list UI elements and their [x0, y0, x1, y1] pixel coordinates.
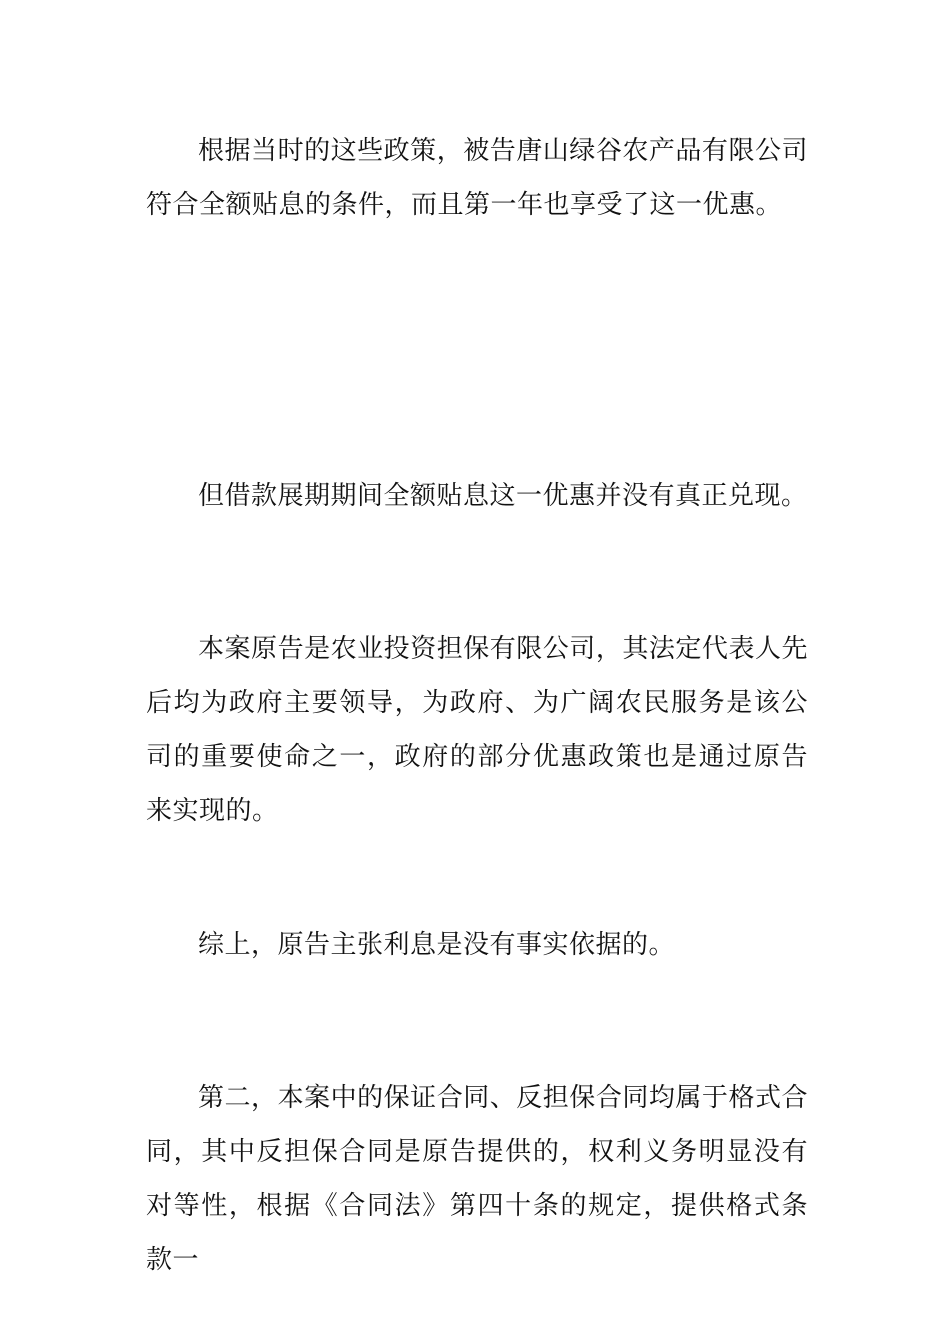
paragraph-policy-eligibility: 根据当时的这些政策，被告唐山绿谷农产品有限公司符合全额贴息的条件，而且第一年也享受了这一优惠。	[146, 136, 808, 220]
paragraph-plaintiff-description: 本案原告是农业投资担保有限公司，其法定代表人先后均为政府主要领导，为政府、为广阔农民服务是该公司的重要使命之一，政府的部分优惠政策也是通过原告来实现的。	[146, 634, 808, 826]
paragraph-second-point: 第二，本案中的保证合同、反担保合同均属于格式合同，其中反担保合同是原告提供的，权利义务明显没有对等性，根据《合同法》第四十条的规定，提供格式条款一	[146, 1083, 808, 1275]
paragraph-extension-subsidy: 但借款展期期间全额贴息这一优惠并没有真正兑现。	[198, 481, 808, 511]
paragraph-conclusion: 综上，原告主张利息是没有事实依据的。	[198, 930, 676, 960]
